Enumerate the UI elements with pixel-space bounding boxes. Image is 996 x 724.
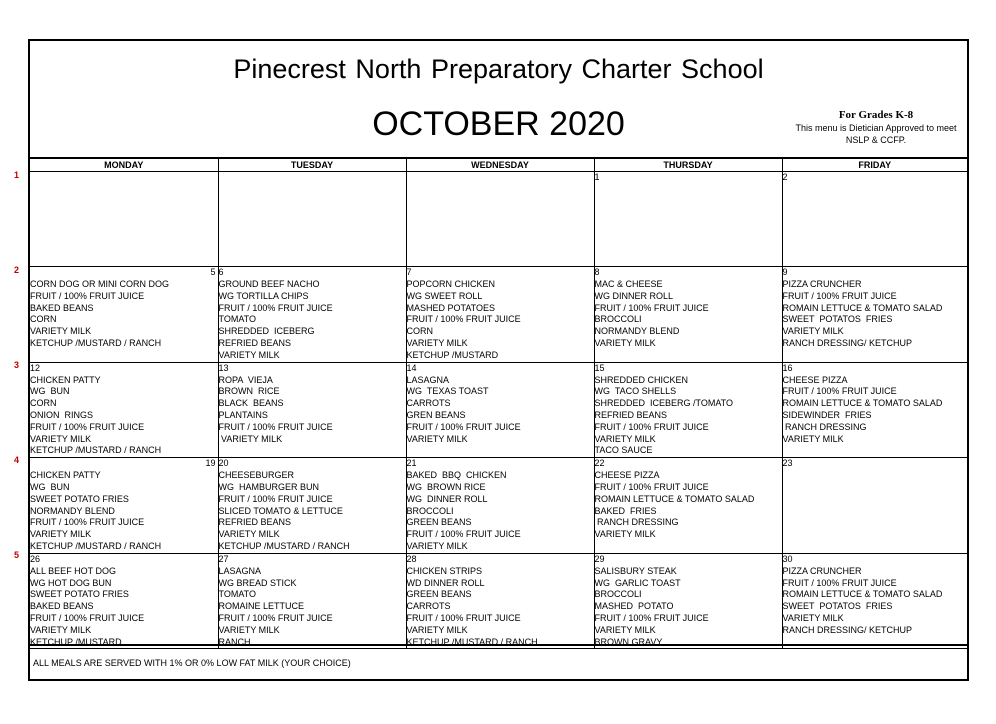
menu-item: BROWN RICE	[218, 386, 280, 397]
day-cell	[782, 267, 967, 363]
day-cell	[30, 172, 218, 267]
menu-item: CHEESEBURGER	[218, 470, 295, 481]
day-number: 15	[594, 362, 605, 373]
week-number: 3	[14, 360, 20, 370]
menu-item: CORN	[30, 314, 57, 325]
day-cell	[218, 553, 406, 649]
day-number: 13	[218, 362, 229, 373]
day-number: 28	[406, 553, 417, 564]
menu-item: BROCCOLI	[594, 314, 642, 325]
menu-item: SHREDDED CHICKEN	[594, 374, 689, 385]
school-name: Pinecrest North Preparatory Charter School	[233, 54, 764, 84]
day-cell	[218, 458, 406, 554]
menu-item: BROWN GRAVY	[594, 636, 663, 647]
menu-item: FRUIT / 100% FRUIT JUICE	[218, 612, 333, 623]
menu-item: KETCHUP /MUSTARD / RANCH	[30, 445, 162, 456]
menu-item: CORN	[30, 398, 57, 409]
day-number: 22	[594, 458, 605, 469]
day-cell	[218, 172, 406, 267]
day-cell	[594, 553, 782, 649]
day-cell	[594, 362, 782, 458]
menu-item: ALL BEEF HOT DOG	[30, 565, 117, 576]
menu-item: KETCHUP /MUSTARD / RANCH	[30, 540, 162, 551]
day-number: 21	[406, 458, 417, 469]
menu-item: TOMATO	[218, 589, 257, 600]
menu-item: WG BUN	[30, 481, 70, 492]
menu-item: VARIETY MILK	[406, 337, 468, 348]
menu-item: SWEET POTATOS FRIES	[782, 601, 893, 612]
menu-item: FRUIT / 100% FRUIT JUICE	[30, 612, 145, 623]
menu-item: SHREDDED ICEBERG	[218, 326, 315, 337]
menu-frame	[28, 39, 969, 681]
day-cell	[782, 362, 967, 458]
approval-note: This menu is Dietician Approved to meet NSLP & CCFP.	[795, 123, 957, 145]
day-cell	[406, 267, 594, 363]
menu-item: BLACK BEANS	[218, 398, 284, 409]
menu-item: ROMAIN LETTUCE & TOMATO SALAD	[782, 302, 943, 313]
menu-item: SWEET POTATO FRIES	[30, 589, 129, 600]
menu-item: SLICED TOMATO & LETTUCE	[218, 505, 343, 516]
day-cell	[406, 362, 594, 458]
menu-item: MAC & CHEESE	[594, 279, 663, 289]
weekday-header-row	[30, 158, 967, 172]
weekday-header: WEDNESDAY	[406, 158, 594, 172]
menu-item: KETCHUP /MUSTARD / RANCH	[406, 636, 538, 647]
week-number: 4	[14, 455, 20, 465]
menu-item: VARIETY MILK	[30, 326, 92, 337]
menu-item: ROMAIN LETTUCE & TOMATO SALAD	[782, 589, 943, 600]
menu-item: SWEET POTATO FRIES	[30, 493, 129, 504]
menu-item: VARIETY MILK	[218, 349, 280, 360]
menu-item: FRUIT / 100% FRUIT JUICE	[406, 529, 521, 540]
menu-item: BAKED FRIES	[594, 505, 657, 516]
day-number: 6	[218, 267, 224, 277]
week-row	[30, 172, 967, 267]
menu-item: WG GARLIC TOAST	[594, 577, 681, 588]
menu-item: VARIETY MILK	[30, 529, 92, 540]
menu-item: PLANTAINS	[218, 409, 268, 420]
grades-label: For Grades K-8	[838, 109, 914, 121]
menu-item: VARIETY MILK	[594, 337, 656, 348]
day-number: 23	[782, 458, 793, 469]
menu-item: BAKED BEANS	[30, 302, 94, 313]
menu-item: FRUIT / 100% FRUIT JUICE	[218, 421, 333, 432]
menu-item: VARIETY MILK	[218, 529, 280, 540]
day-cell	[594, 267, 782, 363]
weekday-header: THURSDAY	[594, 158, 782, 172]
menu-item: VARIETY MILK	[782, 326, 844, 337]
weekday-header: MONDAY	[30, 158, 218, 172]
menu-item: CHEESE PIZZA	[594, 470, 660, 481]
menu-item: WG DINNER ROLL	[406, 493, 488, 504]
menu-item: SIDEWINDER FRIES	[782, 409, 872, 420]
menu-item: KETCHUP /MUSTARD	[406, 349, 499, 360]
menu-item: FRUIT / 100% FRUIT JUICE	[594, 421, 709, 432]
menu-item: FRUIT / 100% FRUIT JUICE	[30, 517, 145, 528]
menu-item: CARROTS	[406, 398, 451, 409]
day-cell	[406, 553, 594, 649]
menu-item: CHICKEN PATTY	[30, 470, 101, 481]
day-cell	[406, 458, 594, 554]
menu-item: CARROTS	[406, 601, 451, 612]
menu-item: BAKED BBQ CHICKEN	[406, 470, 507, 481]
weekday-header: TUESDAY	[218, 158, 406, 172]
menu-item: VARIETY MILK	[594, 433, 656, 444]
day-cell	[218, 267, 406, 363]
day-number: 16	[782, 362, 793, 373]
menu-item: WG TEXAS TOAST	[406, 386, 489, 397]
day-number: 20	[218, 458, 229, 469]
menu-item: WG SWEET ROLL	[406, 290, 483, 301]
menu-item: FRUIT / 100% FRUIT JUICE	[594, 481, 709, 492]
menu-item: GREEN BEANS	[406, 517, 472, 528]
day-number: 19	[205, 458, 216, 469]
menu-item: REFRIED BEANS	[218, 517, 292, 528]
menu-item: SWEET POTATOS FRIES	[782, 314, 893, 325]
menu-item: RANCH DRESSING	[782, 421, 867, 432]
menu-item: ONION RINGS	[30, 409, 94, 420]
day-number: 29	[594, 553, 605, 564]
day-number: 12	[30, 362, 41, 373]
day-number: 30	[782, 553, 793, 564]
menu-item: FRUIT / 100% FRUIT JUICE	[594, 612, 709, 623]
day-number: 27	[218, 553, 229, 564]
menu-item: FRUIT / 100% FRUIT JUICE	[30, 421, 145, 432]
menu-item: NORMANDY BLEND	[30, 505, 115, 516]
week-number: 2	[14, 265, 20, 275]
menu-item: CORN	[406, 326, 433, 337]
menu-item: GROUND BEEF NACHO	[218, 279, 320, 289]
menu-item: VARIETY MILK	[218, 433, 283, 444]
day-cell	[30, 553, 218, 649]
menu-item: BROCCOLI	[406, 505, 454, 516]
menu-item: VARIETY MILK	[30, 433, 92, 444]
day-number: 5	[210, 267, 216, 277]
menu-item: BAKED BEANS	[30, 601, 94, 612]
menu-item: VARIETY MILK	[594, 529, 656, 540]
menu-item: POPCORN CHICKEN	[406, 279, 496, 289]
menu-item: RANCH DRESSING/ KETCHUP	[782, 624, 913, 635]
menu-item: FRUIT / 100% FRUIT JUICE	[218, 302, 333, 313]
menu-item: FRUIT / 100% FRUIT JUICE	[782, 577, 897, 588]
day-cell	[30, 458, 218, 554]
day-cell	[594, 458, 782, 554]
day-number	[30, 172, 218, 184]
menu-item: GREEN BEANS	[406, 589, 472, 600]
day-number	[219, 172, 406, 184]
menu-item: WG BROWN RICE	[406, 481, 486, 492]
week-row	[30, 362, 967, 458]
menu-item: WG DINNER ROLL	[594, 290, 674, 301]
menu-item: KETCHUP /MUSTARD / RANCH	[30, 337, 162, 348]
week-row	[30, 267, 967, 363]
menu-item: MASHED POTATOES	[406, 302, 496, 313]
menu-item: RANCH DRESSING/ KETCHUP	[782, 337, 913, 348]
menu-item: BROCCOLI	[594, 589, 642, 600]
week-number: 1	[14, 170, 20, 180]
menu-item: TOMATO	[218, 314, 257, 325]
menu-item: FRUIT / 100% FRUIT JUICE	[406, 612, 521, 623]
menu-item: WG TACO SHELLS	[594, 386, 677, 397]
weeks-body	[30, 172, 967, 649]
day-cell	[782, 458, 967, 554]
menu-item: FRUIT / 100% FRUIT JUICE	[406, 314, 521, 325]
menu-item: VARIETY MILK	[406, 540, 468, 551]
week-number: 5	[14, 550, 20, 560]
day-cell	[218, 362, 406, 458]
menu-item: VARIETY MILK	[406, 433, 468, 444]
menu-item: KETCHUP /MUSTARD	[30, 636, 122, 647]
day-cell	[30, 362, 218, 458]
week-row	[30, 553, 967, 649]
menu-item: NORMANDY BLEND	[594, 326, 680, 337]
menu-item: VARIETY MILK	[782, 433, 844, 444]
menu-item: FRUIT / 100% FRUIT JUICE	[782, 386, 897, 397]
menu-item: ROMAINE LETTUCE	[218, 601, 305, 612]
day-cell	[594, 172, 782, 267]
menu-item: RANCH DRESSING	[594, 517, 679, 528]
menu-item: WG HAMBURGER BUN	[218, 481, 320, 492]
menu-item: CHICKEN STRIPS	[406, 565, 483, 576]
menu-item: LASAGNA	[406, 374, 450, 385]
menu-item: WG BUN	[30, 386, 70, 397]
menu-item: VARIETY MILK	[218, 624, 280, 635]
milk-footnote: ALL MEALS ARE SERVED WITH 1% OR 0% LOW FAT MILK (YOUR CHOICE)	[30, 644, 967, 679]
menu-calendar	[30, 157, 967, 649]
menu-item: FRUIT / 100% FRUIT JUICE	[594, 302, 709, 313]
day-cell	[782, 553, 967, 649]
day-number: 8	[594, 267, 600, 277]
menu-item: SHREDDED ICEBERG /TOMATO	[594, 398, 734, 409]
day-number	[407, 172, 594, 184]
menu-item: VARIETY MILK	[30, 624, 92, 635]
day-number: 14	[406, 362, 417, 373]
menu-item: FRUIT / 100% FRUIT JUICE	[30, 290, 145, 301]
menu-item: PIZZA CRUNCHER	[782, 279, 862, 289]
menu-item: ROMAIN LETTUCE & TOMATO SALAD	[594, 493, 755, 504]
menu-item: FRUIT / 100% FRUIT JUICE	[406, 421, 521, 432]
menu-item: CORN DOG OR MINI CORN DOG	[30, 279, 169, 289]
day-number: 1	[594, 172, 600, 182]
menu-item: FRUIT / 100% FRUIT JUICE	[218, 493, 333, 504]
menu-item: CHICKEN PATTY	[30, 374, 101, 385]
menu-item: REFRIED BEANS	[594, 409, 668, 420]
menu-item: WD DINNER ROLL	[406, 577, 485, 588]
menu-item: CHEESE PIZZA	[782, 374, 848, 385]
menu-item: LASAGNA	[218, 565, 262, 576]
menu-item: WG HOT DOG BUN	[30, 577, 112, 588]
menu-item: PIZZA CRUNCHER	[782, 565, 862, 576]
menu-item: SALISBURY STEAK	[594, 565, 677, 576]
week-row	[30, 458, 967, 554]
menu-item: WG BREAD STICK	[218, 577, 297, 588]
day-cell	[782, 172, 967, 267]
day-number: 26	[30, 553, 41, 564]
menu-item: VARIETY MILK	[782, 612, 844, 623]
day-number: 7	[406, 267, 412, 277]
day-number: 9	[782, 267, 788, 277]
menu-item: ROMAIN LETTUCE & TOMATO SALAD	[782, 398, 943, 409]
menu-item: GREN BEANS	[406, 409, 466, 420]
menu-item: REFRIED BEANS	[218, 337, 292, 348]
menu-item: KETCHUP /MUSTARD / RANCH	[218, 540, 350, 551]
menu-item: MASHED POTATO	[594, 601, 674, 612]
menu-month: OCTOBER 2020	[372, 105, 625, 143]
menu-item: ROPA VIEJA	[218, 374, 273, 385]
day-number: 2	[782, 172, 788, 182]
menu-item: VARIETY MILK	[406, 624, 468, 635]
weekday-header: FRIDAY	[782, 158, 967, 172]
day-cell	[30, 267, 218, 363]
menu-item: WG TORTILLA CHIPS	[218, 290, 309, 301]
menu-item: VARIETY MILK	[594, 624, 656, 635]
menu-item: RANCH	[218, 636, 251, 647]
menu-item: FRUIT / 100% FRUIT JUICE	[782, 290, 897, 301]
menu-item: TACO SAUCE	[594, 445, 653, 456]
day-cell	[406, 172, 594, 267]
